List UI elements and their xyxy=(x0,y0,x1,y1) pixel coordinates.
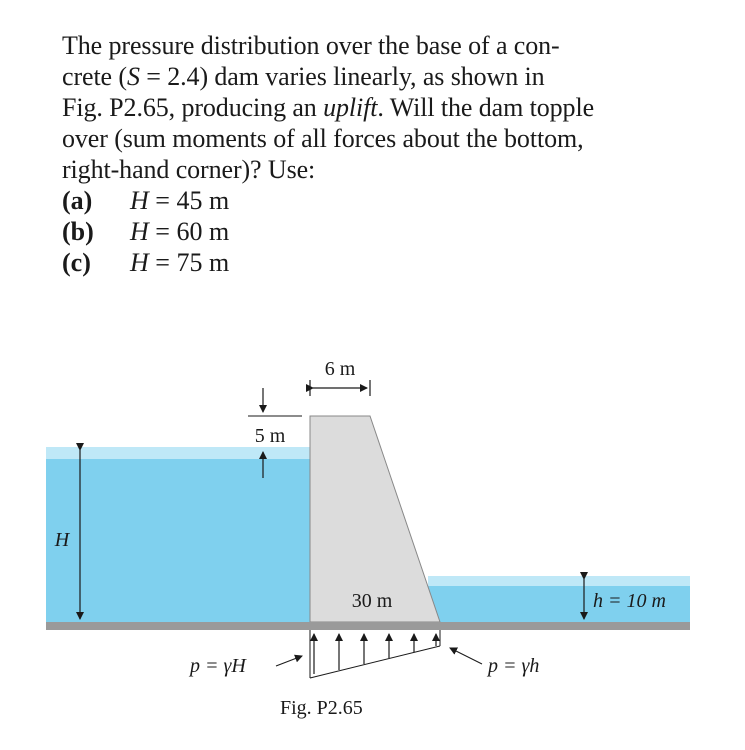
problem-line-1: The pressure distribution over the base of a con- xyxy=(62,31,560,60)
part-c-var: H xyxy=(130,248,149,277)
pressure-left-leader xyxy=(276,656,302,666)
upstream-water-surface xyxy=(46,447,310,459)
problem-line-3: Fig. P2.65, producing an uplift. Will the dam topple xyxy=(62,93,595,122)
part-a-value: = 45 m xyxy=(148,186,230,215)
part-c-value: = 75 m xyxy=(148,248,230,277)
uplift-bottom-line xyxy=(310,646,440,678)
ground xyxy=(46,622,690,630)
part-c-label: (c) xyxy=(62,248,91,277)
downstream-water-surface xyxy=(428,576,690,586)
base-width-label: 30 m xyxy=(351,590,393,612)
freeboard-label: 5 m xyxy=(254,425,286,447)
pressure-left-label: p = γH xyxy=(190,655,246,677)
part-a xyxy=(62,185,722,216)
part-a-label: (a) xyxy=(62,186,93,215)
part-b xyxy=(62,216,722,247)
upstream-water xyxy=(46,447,310,622)
part-c xyxy=(62,247,722,278)
problem-statement xyxy=(62,30,722,278)
part-b-label: (b) xyxy=(62,217,94,246)
part-b-var: H xyxy=(130,217,149,246)
downstream-depth-label: h = 10 m xyxy=(593,590,666,612)
part-b-value: = 60 m xyxy=(148,217,230,246)
pressure-right-label: p = γh xyxy=(488,655,540,677)
upstream-depth-label: H xyxy=(54,529,70,551)
problem-line-5: right-hand corner)? Use: xyxy=(62,155,316,184)
problem-line-4: over (sum moments of all forces about the bottom, xyxy=(62,124,584,153)
top-width-label: 6 m xyxy=(324,358,356,380)
part-a-var: H xyxy=(130,186,149,215)
figure-caption: Fig. P2.65 xyxy=(280,697,363,719)
dam-figure xyxy=(0,340,745,750)
problem-line-2: crete (S = 2.4) dam varies linearly, as shown in xyxy=(62,62,545,91)
pressure-right-leader xyxy=(450,648,482,664)
